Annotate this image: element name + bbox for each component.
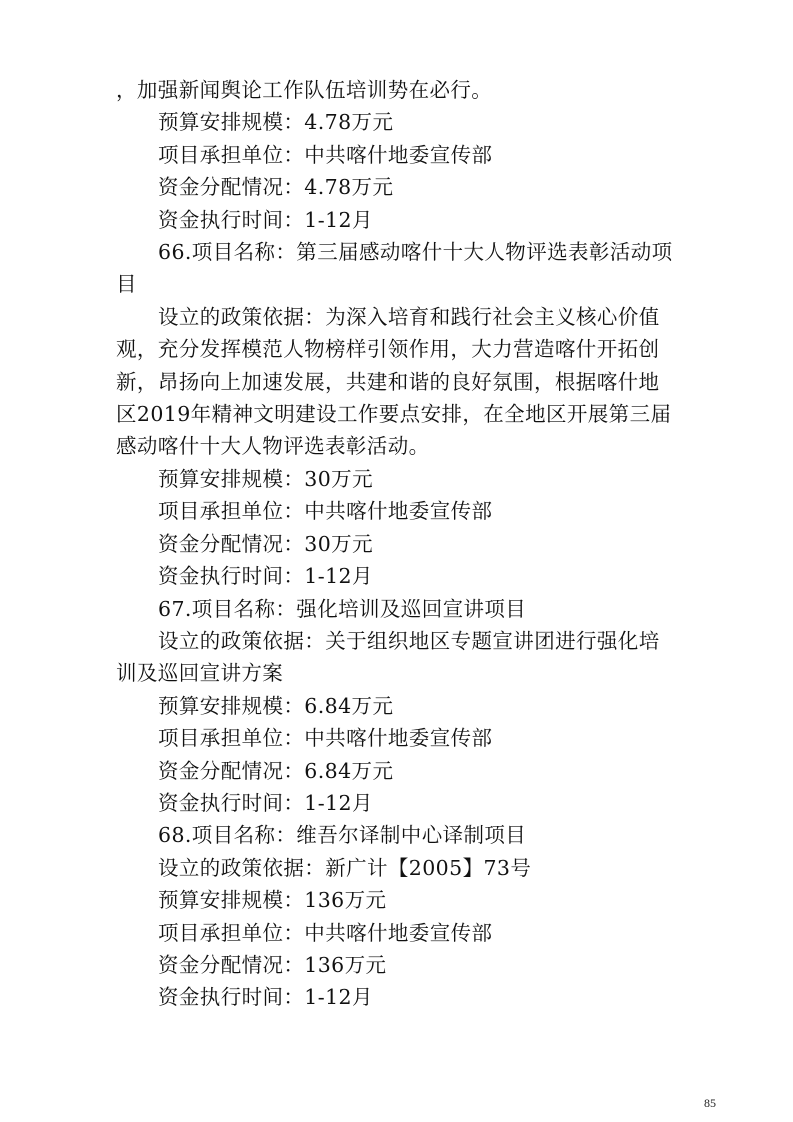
paragraph: 资金执行时间：1-12月 xyxy=(158,564,373,589)
paragraph: 项目承担单位：中共喀什地委宣传部 xyxy=(158,142,493,167)
paragraph: 项目承担单位：中共喀什地委宣传部 xyxy=(158,726,493,751)
paragraph: 资金执行时间：1-12月 xyxy=(158,207,373,232)
paragraph: 预算安排规模：30万元 xyxy=(158,466,373,491)
paragraph: 资金分配情况：136万元 xyxy=(158,952,387,977)
paragraph: 预算安排规模：6.84万元 xyxy=(158,693,394,718)
paragraph: 资金执行时间：1-12月 xyxy=(158,985,373,1010)
project-heading: 67.项目名称：强化培训及巡回宣讲项目 xyxy=(158,596,527,621)
paragraph: 项目承担单位：中共喀什地委宣传部 xyxy=(158,499,493,524)
paragraph: 设立的政策依据：关于组织地区专题宣讲团进行强化培训及巡回宣讲方案 xyxy=(116,628,660,686)
page-number: 85 xyxy=(704,1096,716,1110)
paragraph: 资金分配情况：4.78万元 xyxy=(158,175,394,200)
project-heading: 68.项目名称：维吾尔译制中心译制项目 xyxy=(158,823,527,848)
paragraph: 资金执行时间：1-12月 xyxy=(158,790,373,815)
paragraph: 预算安排规模：4.78万元 xyxy=(158,110,394,135)
paragraph: 资金分配情况：30万元 xyxy=(158,531,373,556)
paragraph: 设立的政策依据：新广计【2005】73号 xyxy=(158,855,532,880)
paragraph: 项目承担单位：中共喀什地委宣传部 xyxy=(158,920,493,945)
document-body xyxy=(116,74,676,1014)
paragraph: 预算安排规模：136万元 xyxy=(158,888,387,913)
project-heading: 66.项目名称：第三届感动喀什十大人物评选表彰活动项目 xyxy=(116,240,673,297)
paragraph: 资金分配情况：6.84万元 xyxy=(158,758,394,783)
paragraph: ，加强新闻舆论工作队伍培训势在必行。 xyxy=(116,78,493,102)
paragraph: 设立的政策依据：为深入培育和践行社会主义核心价值观，充分发挥模范人物榜样引领作用，大力营造喀什开拓创新，昂扬向上加速发展，共建和谐的良好氛围，根据喀什地区2019年精神文明建设工作要点安排，在全地区开展第三届感动喀什十大人物评选表彰活动。 xyxy=(116,304,672,459)
